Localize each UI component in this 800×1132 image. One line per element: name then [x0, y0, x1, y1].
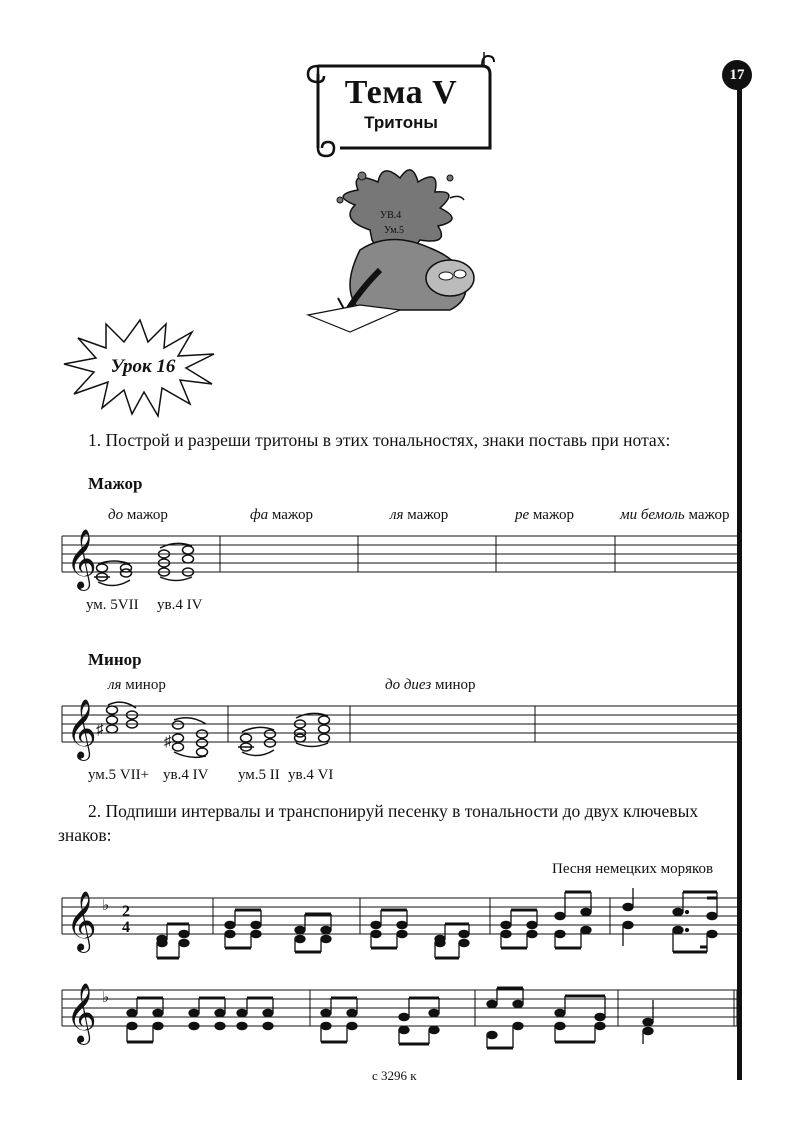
treble-clef-icon: 𝄞 [66, 701, 97, 758]
major-key-label-4: ре мажор [515, 507, 574, 523]
major-heading: Мажор [88, 474, 143, 493]
flat-sign: ♭ [102, 990, 110, 1006]
cartoon-label-line1: УВ.4 [380, 210, 402, 221]
page-number-badge: 17 [722, 60, 752, 90]
treble-clef-icon: 𝄞 [66, 985, 97, 1042]
treble-clef-icon: 𝄞 [66, 531, 97, 588]
minor-chord-label-1: ум.5 VII+ [88, 767, 150, 783]
song-staff-2 [60, 972, 740, 1062]
major-chord-label-2: ув.4 IV [157, 597, 203, 613]
time-signature-bottom: 4 [122, 919, 130, 936]
task1-instruction: 1. Построй и разреши тритоны в этих тональностях, знаки поставь при нотах: [88, 430, 671, 450]
svg-text:♯: ♯ [96, 722, 104, 738]
minor-chord-label-3: ум.5 II [238, 767, 280, 783]
minor-heading: Минор [88, 650, 142, 669]
minor-chord-label-4: ув.4 VI [288, 767, 334, 783]
major-key-label-3: ля мажор [390, 507, 449, 523]
major-key-label-5: ми бемоль мажор [620, 507, 730, 523]
major-chord-label-1: ум. 5VII [86, 597, 139, 613]
song-title: Песня немецких моряков [552, 861, 714, 877]
minor-staff [60, 694, 740, 764]
lesson-title: Урок 16 [110, 356, 176, 377]
minor-key-label-1: ля минор [108, 677, 166, 693]
major-staff [60, 524, 740, 594]
time-signature-top: 2 [122, 903, 130, 920]
major-key-label-1: до мажор [108, 507, 168, 523]
major-key-label-2: фа мажор [250, 507, 313, 523]
task2-instruction-line1: 2. Подпиши интервалы и транспонируй песенку в тональности до двух ключевых [88, 801, 699, 821]
theme-title: Тема V [344, 74, 458, 111]
cartoon-label-line2: Ум.5 [384, 225, 405, 236]
minor-key-label-2: до диез минор [385, 677, 476, 693]
treble-clef-icon: 𝄞 [66, 893, 97, 950]
flat-sign: ♭ [102, 898, 110, 914]
task2-instruction-line2: знаков: [58, 825, 112, 845]
minor-chord-label-2: ув.4 IV [163, 767, 209, 783]
song-staff-1 [60, 880, 740, 970]
student-cartoon-illustration [300, 160, 510, 340]
footer-code: с 3296 к [372, 1068, 417, 1083]
svg-text:♯: ♯ [164, 734, 172, 750]
theme-subtitle: Тритоны [364, 113, 438, 132]
